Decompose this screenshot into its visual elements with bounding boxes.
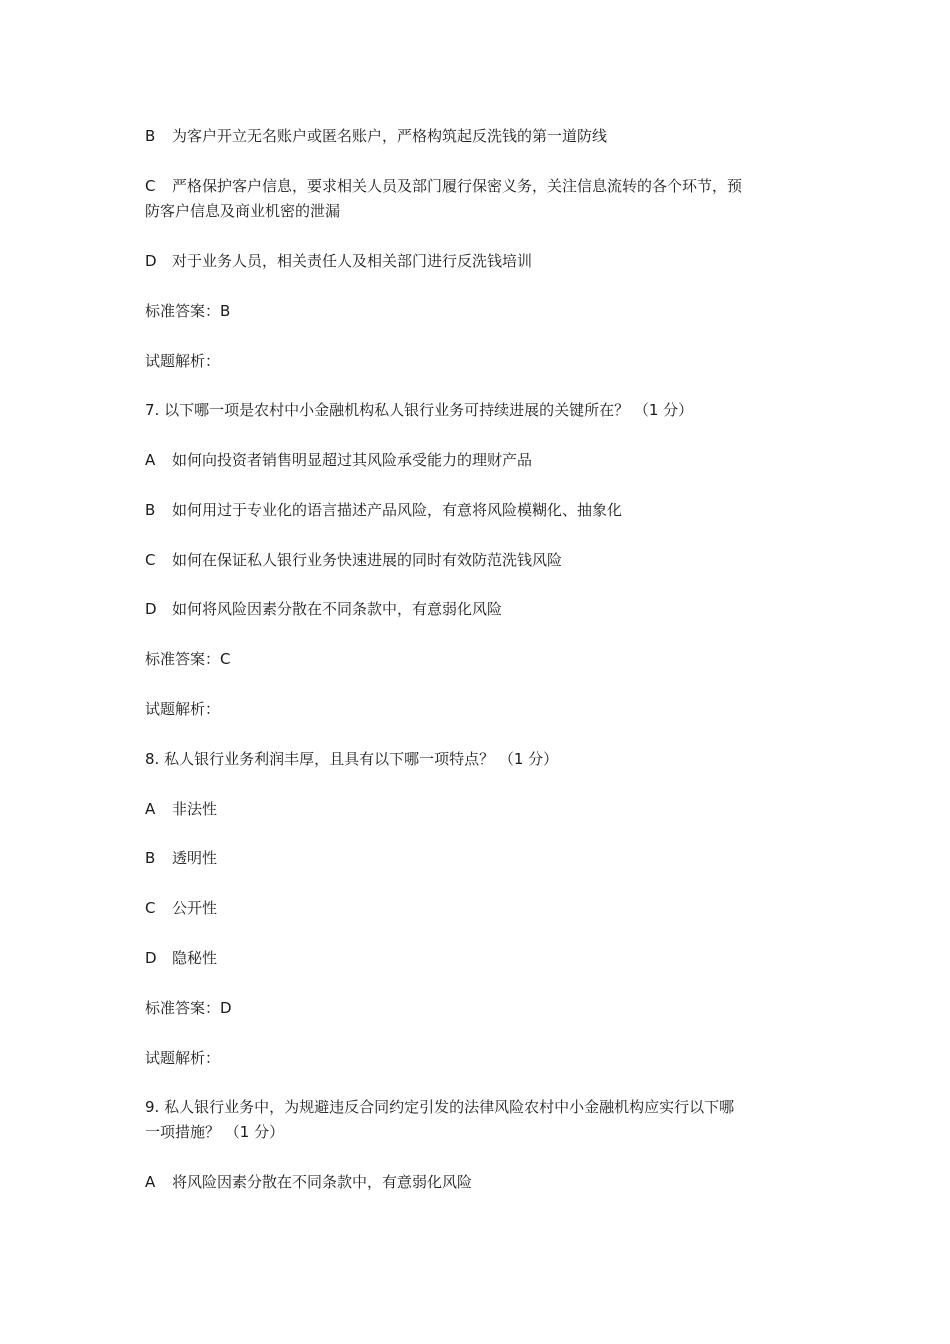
standard-answer: 标准答案：B [145, 302, 231, 320]
option-c [145, 896, 815, 921]
question-7: 7. 以下哪一项是农村中小金融机构私人银行业务可持续进展的关键所在？ （1 分） [145, 401, 694, 419]
question-8: 8. 私人银行业务利润丰厚，且具有以下哪一项特点？ （1 分） [145, 750, 559, 768]
option-text: 将风险因素分散在不同条款中，有意弱化风险 [172, 1173, 473, 1191]
option-text: 严格保护客户信息，要求相关人员及部门履行保密义务，关注信息流转的各个环节，预 [172, 177, 743, 195]
option-c [145, 174, 815, 199]
option-d [145, 597, 815, 622]
option-letter: D [145, 252, 157, 270]
option-letter: C [145, 551, 156, 569]
option-a [145, 1170, 815, 1195]
option-text: 如何用过于专业化的语言描述产品风险，有意将风险模糊化、抽象化 [172, 501, 623, 519]
option-letter: B [145, 127, 156, 145]
option-text: 如何将风险因素分散在不同条款中，有意弱化风险 [172, 600, 503, 618]
option-c [145, 548, 815, 573]
option-a [145, 797, 815, 822]
answer-analysis: 试题解析： [145, 1049, 221, 1067]
answer-analysis: 试题解析： [145, 352, 221, 370]
standard-answer: 标准答案：D [145, 999, 232, 1017]
option-a [145, 448, 815, 473]
option-b [145, 124, 815, 149]
standard-answer: 标准答案：C [145, 650, 231, 668]
option-text: 如何在保证私人银行业务快速进展的同时有效防范洗钱风险 [172, 551, 563, 569]
option-letter: A [145, 451, 156, 469]
option-letter: C [145, 177, 156, 195]
option-text: 透明性 [172, 849, 218, 867]
option-text: 对于业务人员，相关责任人及相关部门进行反洗钱培训 [172, 252, 533, 270]
option-letter: B [145, 501, 156, 519]
option-d [145, 249, 815, 274]
option-text-continued: 防客户信息及商业机密的泄漏 [145, 202, 341, 220]
answer-analysis: 试题解析： [145, 700, 221, 718]
option-text: 公开性 [172, 899, 218, 917]
option-c-continued [145, 199, 815, 224]
option-text: 如何向投资者销售明显超过其风险承受能力的理财产品 [172, 451, 533, 469]
option-text: 隐秘性 [172, 949, 218, 967]
option-b [145, 846, 815, 871]
option-d [145, 946, 815, 971]
option-letter: D [145, 600, 157, 618]
option-text: 为客户开立无名账户或匿名账户，严格构筑起反洗钱的第一道防线 [172, 127, 608, 145]
option-letter: A [145, 800, 156, 818]
option-letter: D [145, 949, 157, 967]
option-letter: C [145, 899, 156, 917]
question-9: 9. 私人银行业务中，为规避违反合同约定引发的法律风险农村中小金融机构应实行以下哪 [145, 1098, 735, 1116]
option-text: 非法性 [172, 800, 218, 818]
option-b [145, 498, 815, 523]
option-letter: B [145, 849, 156, 867]
question-9-continued: 一项措施？ （1 分） [145, 1123, 285, 1141]
option-letter: A [145, 1173, 156, 1191]
